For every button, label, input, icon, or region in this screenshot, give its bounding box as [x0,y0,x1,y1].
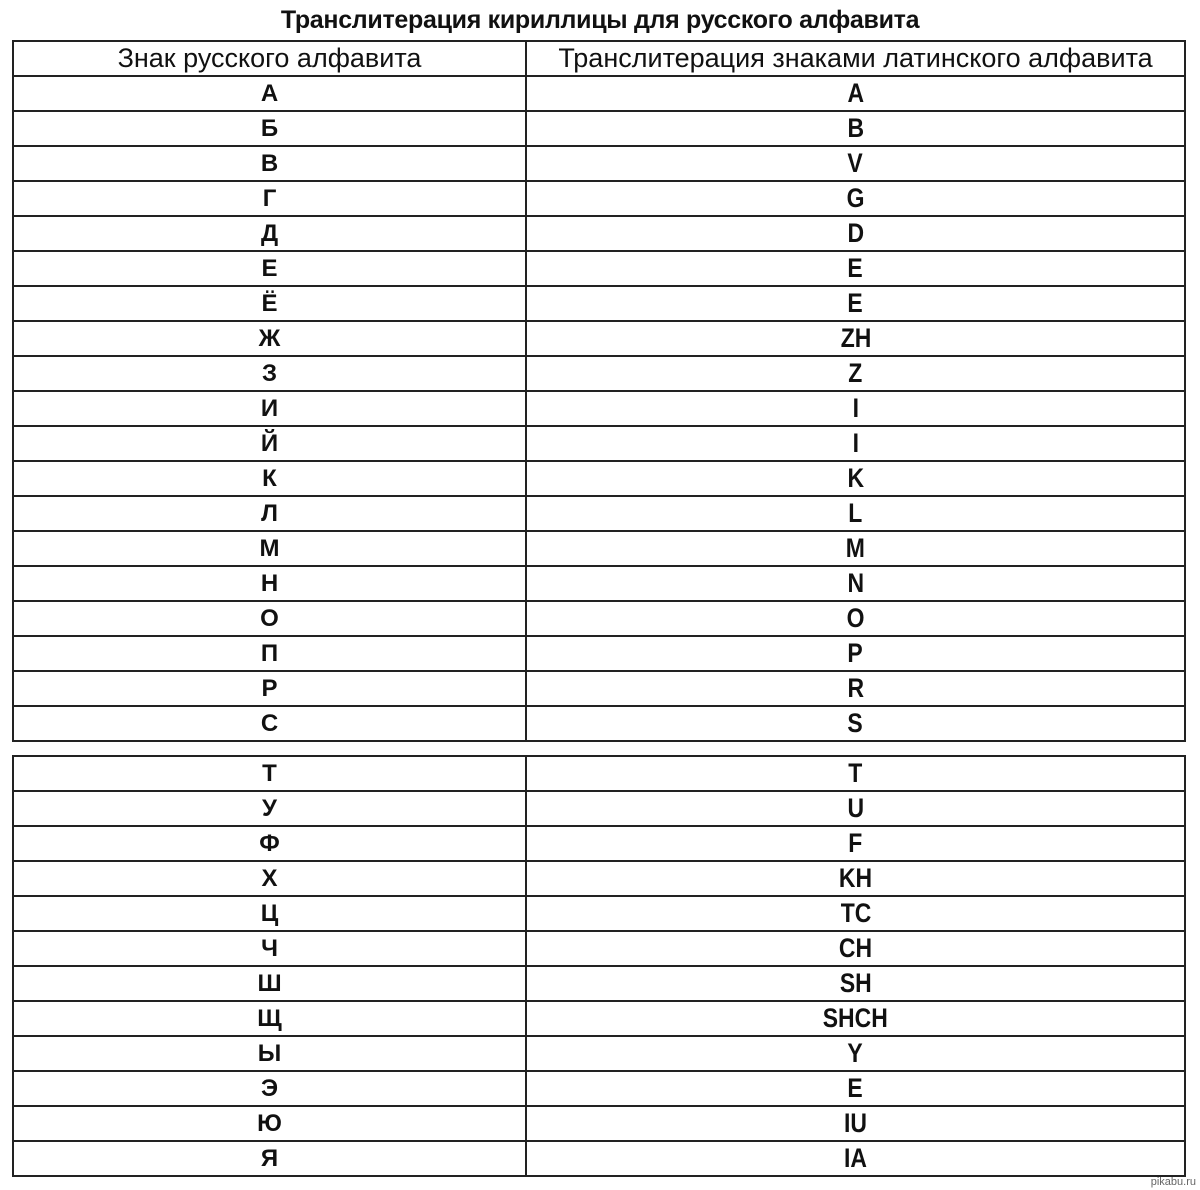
table-row [13,1141,1185,1176]
russian-letter-cell: Б [13,111,526,146]
table-row [13,251,1185,286]
latin-transliteration-text: I [852,428,859,458]
table-row [13,1106,1185,1141]
latin-transliteration-text: TC [840,898,871,928]
table-row [13,356,1185,391]
russian-letter-cell: Й [13,426,526,461]
latin-transliteration-text: IU [844,1108,867,1138]
latin-transliteration-text: E [847,1073,864,1103]
latin-transliteration-cell [526,1141,1185,1176]
latin-transliteration-text: A [847,78,864,108]
latin-transliteration-cell [526,146,1185,181]
latin-transliteration-text: V [847,148,864,178]
latin-transliteration-text: F [848,828,863,858]
table-row [13,76,1185,111]
russian-letter-cell: И [13,391,526,426]
russian-letter-cell: Ы [13,1036,526,1071]
page-title: Транслитерация кириллицы для русского алфавита [280,6,920,34]
russian-letter-cell: П [13,636,526,671]
latin-transliteration-cell [526,706,1185,741]
table-row [13,391,1185,426]
latin-transliteration-cell [526,286,1185,321]
latin-transliteration-text: IA [844,1143,867,1173]
table-row [13,1036,1185,1071]
latin-transliteration-text: CH [838,933,873,963]
latin-transliteration-cell [526,356,1185,391]
latin-transliteration-text: T [848,758,863,788]
latin-transliteration-text: Y [847,1038,864,1068]
latin-transliteration-cell [526,826,1185,861]
latin-transliteration-text: O [846,603,865,633]
latin-transliteration-cell [526,216,1185,251]
russian-letter-cell: Ж [13,321,526,356]
latin-transliteration-cell [526,966,1185,1001]
table-body [13,76,1185,741]
latin-transliteration-cell [526,896,1185,931]
latin-transliteration-text: N [847,568,864,598]
latin-transliteration-cell [526,1106,1185,1141]
latin-transliteration-text: SH [839,968,872,998]
transliteration-table-part-1 [12,40,1186,742]
latin-transliteration-cell [526,461,1185,496]
russian-letter-cell: З [13,356,526,391]
russian-letter-cell: Х [13,861,526,896]
latin-transliteration-text: SHCH [822,1003,889,1033]
latin-transliteration-text: M [845,533,866,563]
transliteration-table-part-2 [12,755,1186,1177]
latin-transliteration-text: KH [838,863,873,893]
table-row [13,146,1185,181]
latin-transliteration-text: E [847,288,864,318]
russian-letter-cell: Ф [13,826,526,861]
russian-letter-cell: Ц [13,896,526,931]
russian-letter-cell: Р [13,671,526,706]
table-row [13,286,1185,321]
table-row [13,671,1185,706]
latin-transliteration-text: L [848,498,863,528]
table-row [13,636,1185,671]
table-row [13,321,1185,356]
russian-letter-cell: Щ [13,1001,526,1036]
russian-letter-cell: С [13,706,526,741]
latin-transliteration-cell [526,391,1185,426]
latin-transliteration-cell [526,76,1185,111]
latin-transliteration-text: U [847,793,864,823]
latin-transliteration-cell [526,566,1185,601]
column-header-latin: Транслитерация знаками латинского алфавита [526,41,1185,76]
table-row [13,896,1185,931]
table-row [13,461,1185,496]
latin-transliteration-text: R [847,673,864,703]
table-row [13,566,1185,601]
russian-letter-cell: У [13,791,526,826]
latin-transliteration-text: ZH [840,323,871,353]
column-header-russian: Знак русского алфавита [13,41,526,76]
latin-transliteration-text: G [846,183,865,213]
russian-letter-cell: Я [13,1141,526,1176]
russian-letter-cell: Е [13,251,526,286]
latin-transliteration-cell [526,861,1185,896]
russian-letter-cell: Г [13,181,526,216]
russian-letter-cell: Ч [13,931,526,966]
russian-letter-cell: Л [13,496,526,531]
latin-transliteration-text: S [847,708,864,738]
latin-transliteration-text: B [847,113,864,143]
watermark: pikabu.ru [1150,1176,1196,1188]
russian-letter-cell: О [13,601,526,636]
table-row [13,861,1185,896]
latin-transliteration-cell [526,636,1185,671]
latin-transliteration-cell [526,671,1185,706]
russian-letter-cell: Э [13,1071,526,1106]
latin-transliteration-cell [526,791,1185,826]
russian-letter-cell: К [13,461,526,496]
russian-letter-cell: Ё [13,286,526,321]
table-row [13,426,1185,461]
russian-letter-cell: Н [13,566,526,601]
table-row [13,931,1185,966]
latin-transliteration-text: K [847,463,864,493]
latin-transliteration-cell [526,756,1185,791]
russian-letter-cell: М [13,531,526,566]
latin-transliteration-cell [526,321,1185,356]
table-row [13,111,1185,146]
latin-transliteration-text: P [847,638,864,668]
table-row [13,1071,1185,1106]
table-row [13,756,1185,791]
table-row [13,966,1185,1001]
table-row [13,181,1185,216]
russian-letter-cell: Т [13,756,526,791]
russian-letter-cell: Ш [13,966,526,1001]
table-body [13,756,1185,1176]
latin-transliteration-cell [526,1001,1185,1036]
latin-transliteration-cell [526,111,1185,146]
latin-transliteration-cell [526,601,1185,636]
russian-letter-cell: В [13,146,526,181]
latin-transliteration-cell [526,496,1185,531]
latin-transliteration-cell [526,251,1185,286]
russian-letter-cell: Д [13,216,526,251]
russian-letter-cell: А [13,76,526,111]
latin-transliteration-text: Z [848,358,863,388]
russian-letter-cell: Ю [13,1106,526,1141]
latin-transliteration-cell [526,1036,1185,1071]
latin-transliteration-text: I [852,393,859,423]
table-row [13,791,1185,826]
table-row [13,826,1185,861]
header-row [13,41,1185,76]
latin-transliteration-text: E [847,253,864,283]
table-row [13,601,1185,636]
latin-transliteration-text: D [847,218,864,248]
table-row [13,496,1185,531]
table-row [13,216,1185,251]
latin-transliteration-cell [526,1071,1185,1106]
table-row [13,1001,1185,1036]
table-row [13,531,1185,566]
latin-transliteration-cell [526,931,1185,966]
latin-transliteration-cell [526,426,1185,461]
latin-transliteration-cell [526,531,1185,566]
latin-transliteration-cell [526,181,1185,216]
table-row [13,706,1185,741]
